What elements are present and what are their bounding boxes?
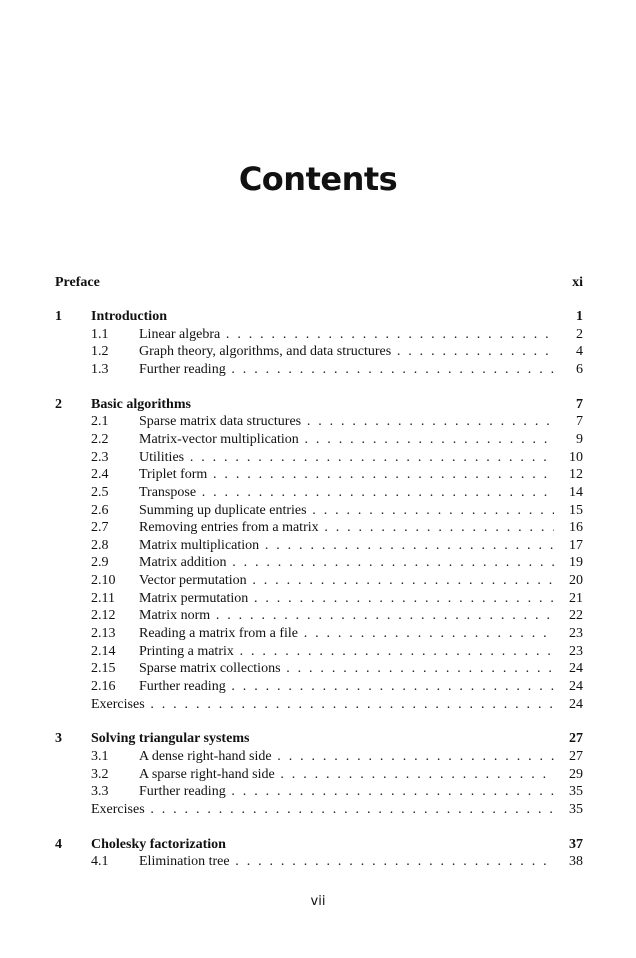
toc-exercises-title-wrap <box>91 801 554 819</box>
toc-section-row[interactable] <box>0 343 636 361</box>
toc-section-page: 23 <box>569 626 583 642</box>
toc-section-page: 29 <box>569 766 583 782</box>
toc-section-title-wrap <box>139 853 554 871</box>
toc-section-title: Transpose . . . <box>139 485 554 500</box>
toc-section-page: 27 <box>569 748 583 764</box>
toc-section-title: Matrix addition . . . <box>139 555 554 570</box>
toc-section-title: Matrix-vector multiplication . . . <box>139 432 554 447</box>
toc-section-page: 9 <box>576 431 583 447</box>
toc-section-number: 2.16 <box>91 679 116 694</box>
toc-section-number: 2.12 <box>91 608 116 624</box>
toc-section-row[interactable] <box>0 413 636 431</box>
toc-chapter-row[interactable] <box>0 308 636 326</box>
toc-section-page: 7 <box>576 414 583 430</box>
toc-section-page: 4 <box>576 344 583 360</box>
toc-section-title-wrap <box>139 413 554 431</box>
toc-section-number: 2.6 <box>91 502 109 518</box>
toc-chapter-row[interactable] <box>0 730 636 748</box>
toc-exercises-row[interactable] <box>0 696 636 714</box>
toc-section-title-wrap <box>139 590 554 608</box>
toc-section-title: Linear algebra . . . <box>139 327 554 342</box>
toc-section-title-wrap <box>139 519 554 537</box>
toc-section-title: Sparse matrix collections . . . <box>139 661 554 676</box>
toc-section-title: Reading a matrix from a file . . . <box>139 626 554 641</box>
toc-section-title: Sparse matrix data structures . . . <box>139 414 554 429</box>
toc-section-row[interactable] <box>0 431 636 449</box>
toc-section-title: Removing entries from a matrix . . . <box>139 520 554 535</box>
toc-exercises-title: Exercises . . . <box>91 802 554 817</box>
toc-chapter-page: 7 <box>576 396 583 412</box>
toc-section-row[interactable] <box>0 449 636 467</box>
toc-section-title: Further reading . . . <box>139 362 554 377</box>
toc-section-page: 20 <box>569 573 583 589</box>
toc-section-title-wrap <box>139 326 554 344</box>
toc-section-number: 2.2 <box>91 431 109 447</box>
toc-section-number: 2.3 <box>91 449 109 465</box>
toc-section-title-wrap <box>139 449 554 467</box>
toc-section-row[interactable] <box>0 361 636 379</box>
toc-section-row[interactable] <box>0 625 636 643</box>
toc-section-title-wrap <box>139 748 554 766</box>
toc-chapter-page: 27 <box>569 731 583 747</box>
toc-section-title-wrap <box>139 660 554 678</box>
toc-section-number: 3.3 <box>91 784 109 800</box>
toc-section-row[interactable] <box>0 643 636 661</box>
toc-section-row[interactable] <box>0 519 636 537</box>
toc-section-title: Matrix norm . . . <box>139 608 554 623</box>
toc-section-number: 2.14 <box>91 643 116 659</box>
page-title: Contents <box>238 160 398 198</box>
toc-section-page: 21 <box>569 590 583 606</box>
toc-section-title: A dense right-hand side . . . <box>139 749 554 764</box>
toc-section-page: 16 <box>569 520 583 536</box>
toc-section-number: 2.8 <box>91 537 109 553</box>
toc-preface-row[interactable] <box>0 274 636 292</box>
toc-chapter-row[interactable] <box>0 836 636 854</box>
page-number: vii <box>310 894 326 909</box>
toc-section-number: 2.7 <box>91 520 109 536</box>
toc-chapter-number: 1 <box>55 309 62 324</box>
toc-section-page: 38 <box>569 854 583 870</box>
toc-preface-title: Preface <box>55 275 100 290</box>
toc-section-title: Printing a matrix . . . <box>139 644 554 659</box>
toc-section-title: Triplet form . . . <box>139 467 554 482</box>
toc-section-title: Vector permutation . . . <box>139 573 554 588</box>
toc-section-title: Summing up duplicate entries . . . <box>139 503 554 518</box>
toc-section-row[interactable] <box>0 554 636 572</box>
toc-section-title-wrap <box>139 625 554 643</box>
toc-section-page: 6 <box>576 361 583 377</box>
toc-section-page: 15 <box>569 502 583 518</box>
toc-section-number: 2.9 <box>91 555 109 571</box>
toc-section-page: 22 <box>569 608 583 624</box>
toc-exercises-row[interactable] <box>0 801 636 819</box>
toc-section-page: 2 <box>576 326 583 342</box>
toc-section-title: A sparse right-hand side . . . <box>139 767 554 782</box>
toc-section-number: 2.15 <box>91 661 116 677</box>
toc-chapter-title: Introduction <box>91 309 167 324</box>
toc-section-page: 14 <box>569 484 583 500</box>
toc-exercises-title-wrap <box>91 696 554 714</box>
toc-section-number: 3.1 <box>91 748 109 764</box>
toc-section-page: 24 <box>569 661 583 677</box>
toc-section-number: 2.5 <box>91 484 109 500</box>
toc-section-row[interactable] <box>0 853 636 871</box>
toc-chapter-number: 4 <box>55 836 62 852</box>
toc-section-number: 2.11 <box>91 590 115 606</box>
toc-exercises-page: 24 <box>569 696 583 712</box>
toc-section-row[interactable] <box>0 590 636 608</box>
toc-section-row[interactable] <box>0 678 636 696</box>
toc-chapter-number: 3 <box>55 731 62 747</box>
toc-section-row[interactable] <box>0 326 636 344</box>
toc-section-number: 1.2 <box>91 344 109 360</box>
toc-section-title-wrap <box>139 484 554 502</box>
toc-section-page: 23 <box>569 643 583 659</box>
toc-section-row[interactable] <box>0 660 636 678</box>
toc-section-number: 2.10 <box>91 573 116 589</box>
toc-section-page: 19 <box>569 555 583 571</box>
toc-section-title: Matrix permutation . . . <box>139 591 554 606</box>
toc-section-title-wrap <box>139 554 554 572</box>
toc-section-title: Graph theory, algorithms, and data structures . . . <box>139 344 554 359</box>
toc-section-title-wrap <box>139 431 554 449</box>
toc-section-title-wrap <box>139 502 554 520</box>
toc-section-title-wrap <box>139 537 554 555</box>
toc-chapter-title: Cholesky factorization <box>91 836 226 852</box>
toc-exercises-page: 35 <box>569 801 583 817</box>
toc-chapter-page: 1 <box>576 309 583 324</box>
toc-preface-page: xi <box>572 275 583 290</box>
toc-section-title-wrap <box>139 766 554 784</box>
toc-section-title-wrap <box>139 466 554 484</box>
toc-section-number: 2.4 <box>91 467 109 483</box>
toc-section-row[interactable] <box>0 748 636 766</box>
toc-section-title: Further reading . . . <box>139 679 554 694</box>
toc-section-number: 2.13 <box>91 626 116 642</box>
toc-section-title: Elimination tree . . . <box>139 854 554 869</box>
toc-section-page: 17 <box>569 537 583 553</box>
toc-section-title-wrap <box>139 678 554 696</box>
toc-section-title-wrap <box>139 643 554 661</box>
toc-section-row[interactable] <box>0 783 636 801</box>
toc-section-page: 10 <box>569 449 583 465</box>
toc-chapter-title: Solving triangular systems <box>91 731 250 747</box>
toc-section-row[interactable] <box>0 766 636 784</box>
toc-section-title-wrap <box>139 607 554 625</box>
toc-section-title: Utilities . . . <box>139 450 554 465</box>
toc-section-title-wrap <box>139 572 554 590</box>
toc-section-number: 4.1 <box>91 854 109 870</box>
toc-section-number: 2.1 <box>91 414 109 430</box>
toc-section-row[interactable] <box>0 466 636 484</box>
toc-section-title-wrap <box>139 361 554 379</box>
toc-section-title-wrap <box>139 343 554 361</box>
toc-chapter-row[interactable] <box>0 396 636 414</box>
toc-section-row[interactable] <box>0 484 636 502</box>
toc-section-number: 3.2 <box>91 766 109 782</box>
toc-section-page: 24 <box>569 679 583 694</box>
toc-section-row[interactable] <box>0 607 636 625</box>
toc-section-page: 12 <box>569 467 583 483</box>
toc-chapter-page: 37 <box>569 836 583 852</box>
toc-section-number: 1.3 <box>91 361 109 377</box>
toc-section-row[interactable] <box>0 572 636 590</box>
toc-section-row[interactable] <box>0 537 636 555</box>
toc-section-page: 35 <box>569 784 583 800</box>
toc-section-title: Matrix multiplication . . . <box>139 538 554 553</box>
toc-exercises-title: Exercises . . . <box>91 697 554 712</box>
toc-section-title: Further reading . . . <box>139 784 554 799</box>
toc-section-row[interactable] <box>0 502 636 520</box>
toc-section-title-wrap <box>139 783 554 801</box>
toc-chapter-number: 2 <box>55 396 62 412</box>
toc-section-number: 1.1 <box>91 326 109 342</box>
toc-chapter-title: Basic algorithms <box>91 396 191 412</box>
